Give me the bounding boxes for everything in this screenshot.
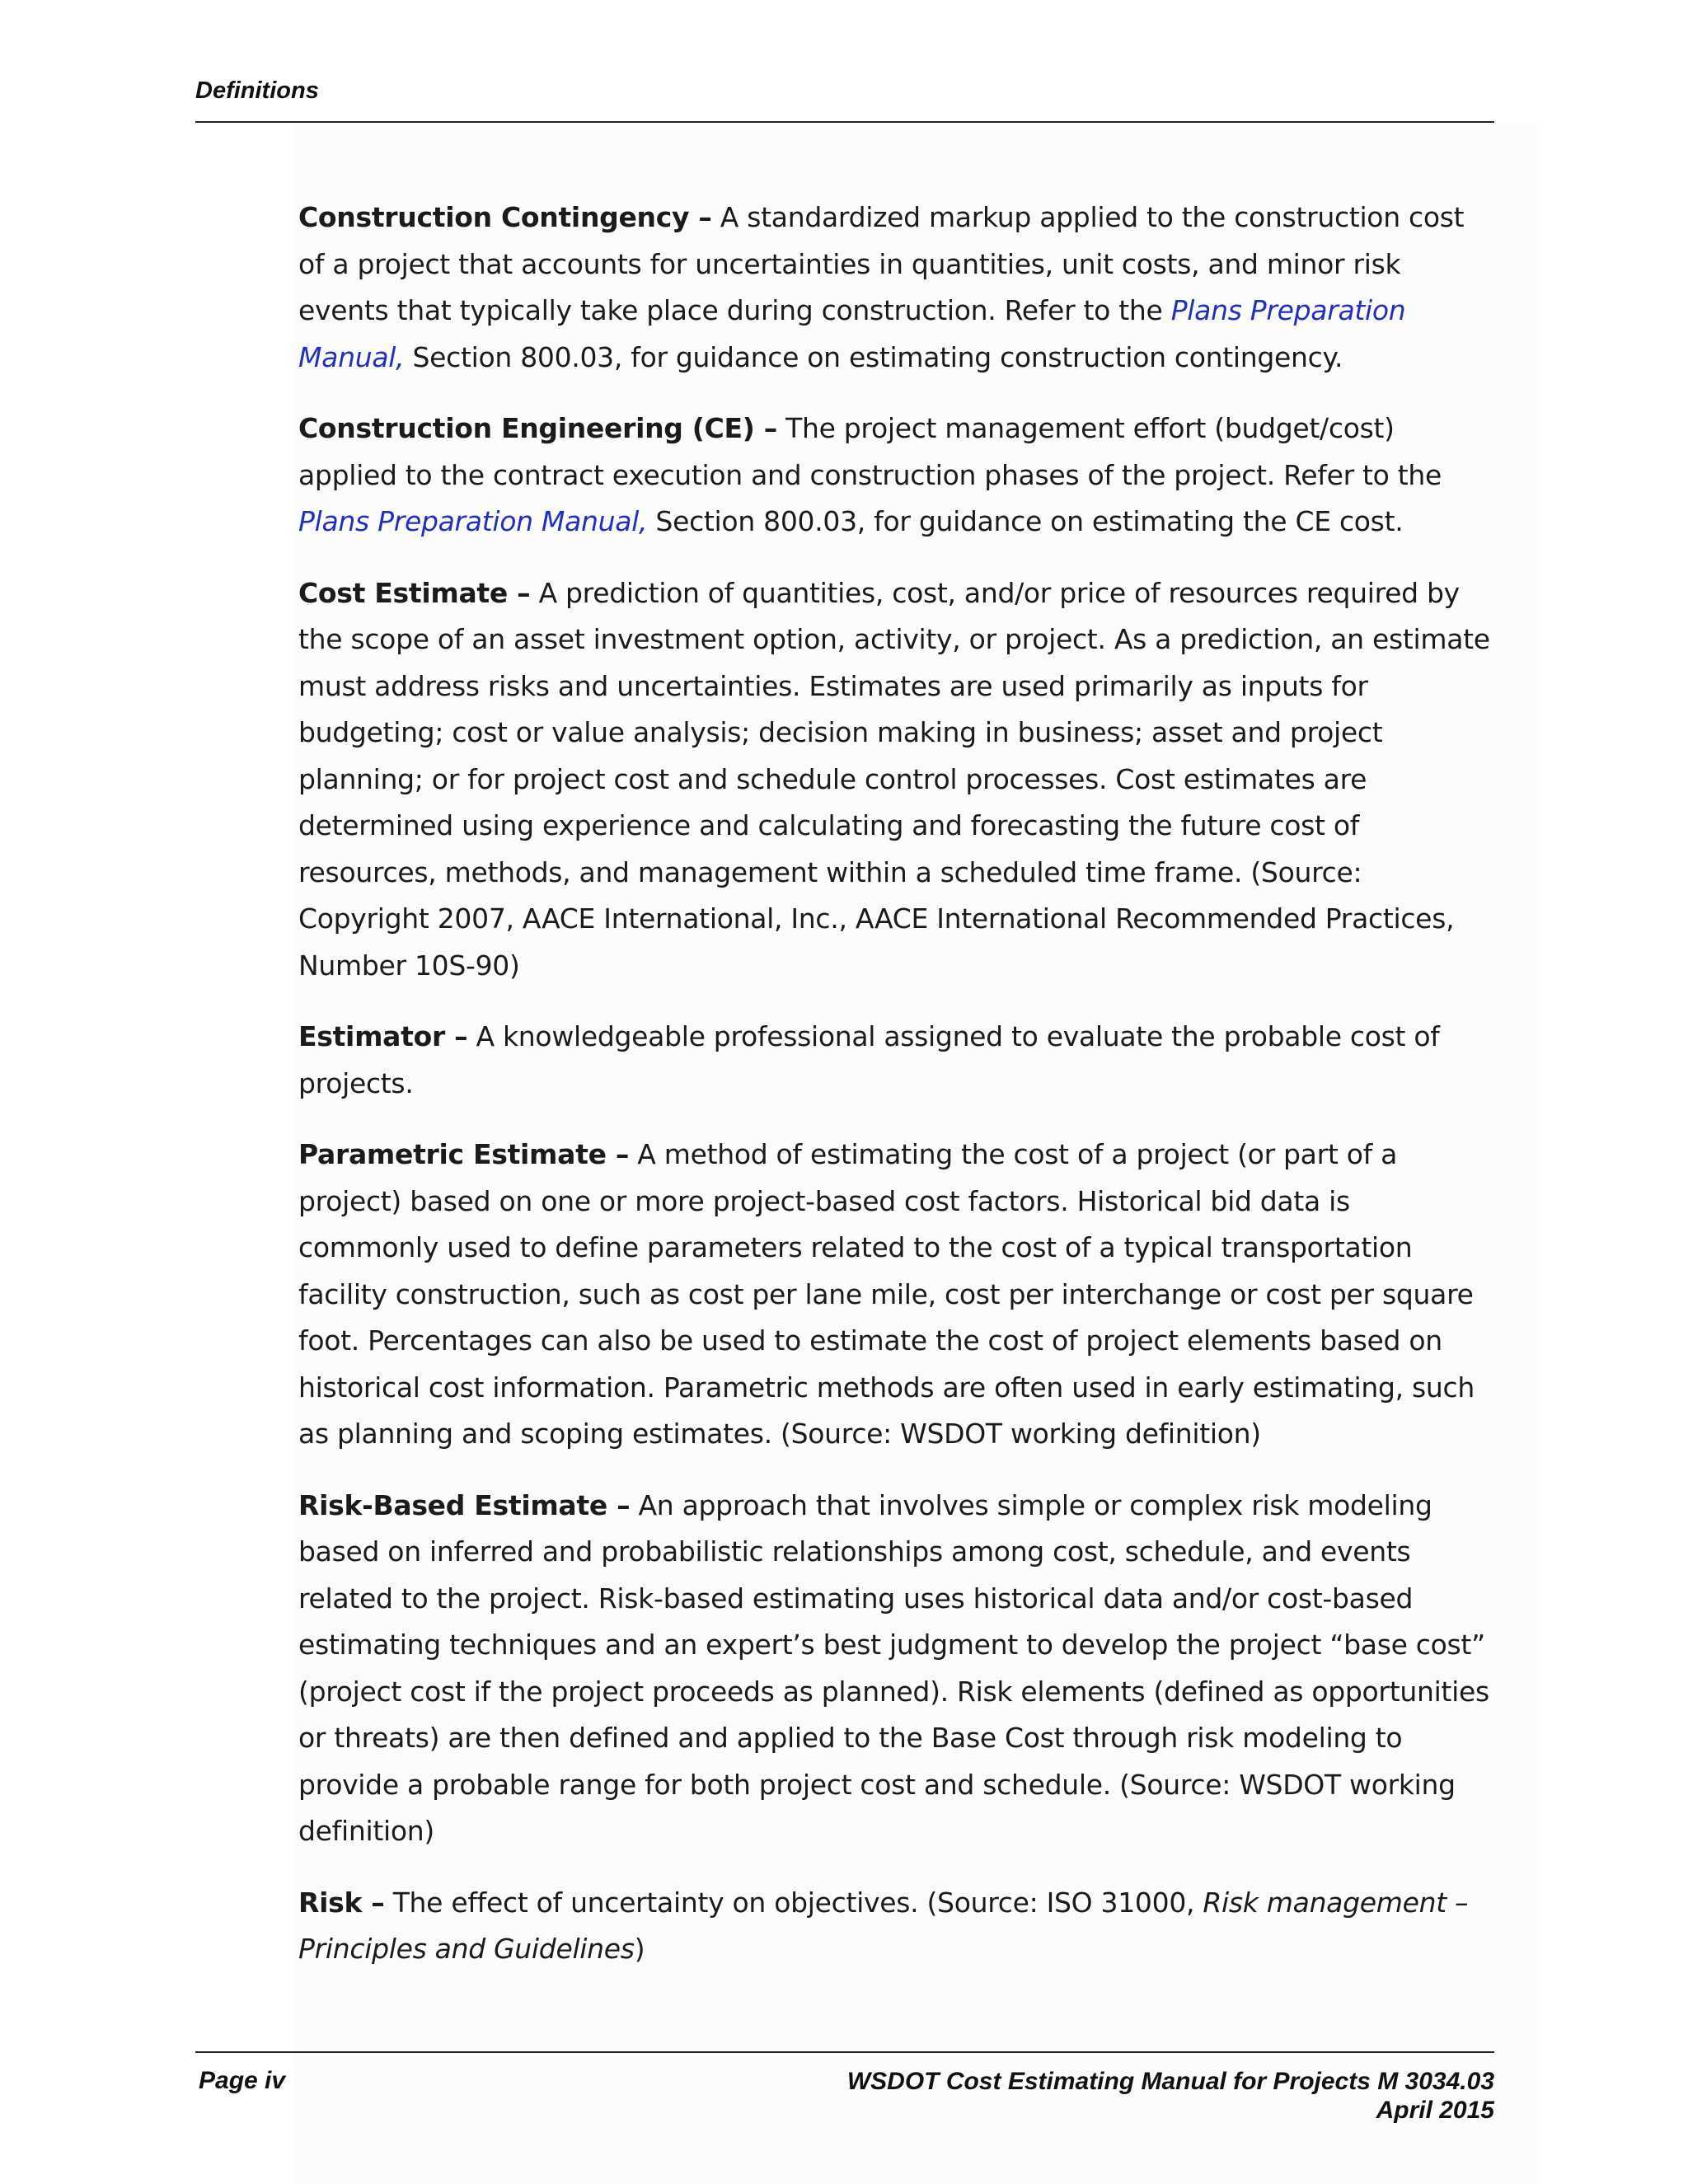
iso-standard-title: Risk management – Principles and Guidelines (298, 1886, 1469, 1965)
publication-date: April 2015 (1376, 2097, 1494, 2124)
definition-parametric-estimate (298, 1132, 1498, 1458)
page-header-title: Definitions (195, 77, 319, 104)
definition-risk-based-estimate (298, 1483, 1498, 1855)
definition-text: A prediction of quantities, cost, and/or price of resources required by the scope of an asset investment option, activity, or project. As a prediction, an estimate must address risks and uncertainties. Estimates are used primarily as inputs for budgeting; cost or value analysis; decision making in business; asset and project planning; or for project cost and schedule control processes. Cost estimates are determined using experience and calculating and forecasting the future cost of resources, methods, and management within a scheduled time frame. (Source: Copyright 2007, AACE International, Inc., AACE International Recommended Practices, Number 10S-90) (298, 576, 1490, 982)
manual-title: WSDOT Cost Estimating Manual for Projects M 3034.03 (846, 2068, 1494, 2095)
footer-rule (195, 2051, 1494, 2053)
definition-estimator (298, 1014, 1498, 1107)
definition-term: Risk-Based Estimate – (298, 1488, 631, 1521)
definition-risk (298, 1880, 1498, 1973)
definition-cost-estimate (298, 570, 1498, 990)
definition-text: A method of estimating the cost of a project (or part of a project) based on one or more project-based cost factors. Historical bid data is commonly used to define parameters related to the cost of a typical transportation facility construction, such as cost per lane mile, cost per interchange or cost per square foot. Percentages can also be used to estimate the cost of project elements based on historical cost information. Parametric methods are often used in early estimating, such as planning and scoping estimates. (Source: WSDOT working definition) (298, 1138, 1475, 1450)
definition-text: The project management effort (budget/cost) applied to the contract execution and construction phases of the project. Refer to the (298, 412, 1442, 491)
footer-manual-info (847, 2067, 1494, 2125)
definition-text: Section 800.03, for guidance on estimating the CE cost. (647, 505, 1404, 537)
definition-term: Risk – (298, 1886, 385, 1919)
definition-text: ) (634, 1933, 645, 1965)
definition-term: Construction Contingency – (298, 201, 712, 233)
definition-text: Section 800.03, for guidance on estimating construction contingency. (404, 340, 1343, 373)
definition-term: Estimator – (298, 1020, 468, 1052)
plans-preparation-manual-link[interactable]: Plans Preparation Manual, (298, 505, 648, 537)
definition-construction-contingency (298, 194, 1498, 381)
definition-term: Cost Estimate – (298, 576, 531, 609)
definition-term: Parametric Estimate – (298, 1138, 630, 1170)
definition-construction-engineering (298, 405, 1498, 546)
definition-text: An approach that involves simple or complex risk modeling based on inferred and probabilistic relationships among cost, schedule, and events related to the project. Risk-based estimating uses historical data and/or cost-based estimating techniques and an expert’s best judgment to develop the project “base cost” (project cost if the project proceeds as planned). Risk elements (defined as opportunities or threats) are then defined and applied to the Base Cost through risk modeling to provide a probable range for both project cost and schedule. (Source: WSDOT working definition) (298, 1488, 1489, 1847)
definition-text: A standardized markup applied to the construction cost of a project that accounts for uncertainties in quantities, unit costs, and minor risk events that typically take place during construction. Refer to the (298, 201, 1465, 326)
definition-term: Construction Engineering (CE) – (298, 412, 777, 444)
definitions-list (298, 194, 1498, 1998)
header-rule (195, 121, 1494, 123)
definition-text: The effect of uncertainty on objectives. (Source: ISO 31000, (384, 1886, 1203, 1919)
plans-preparation-manual-link[interactable]: Plans Preparation Manual, (298, 294, 1406, 373)
definition-text: A knowledgeable professional assigned to evaluate the probable cost of projects. (298, 1020, 1440, 1099)
page-number: Page iv (199, 2067, 286, 2094)
